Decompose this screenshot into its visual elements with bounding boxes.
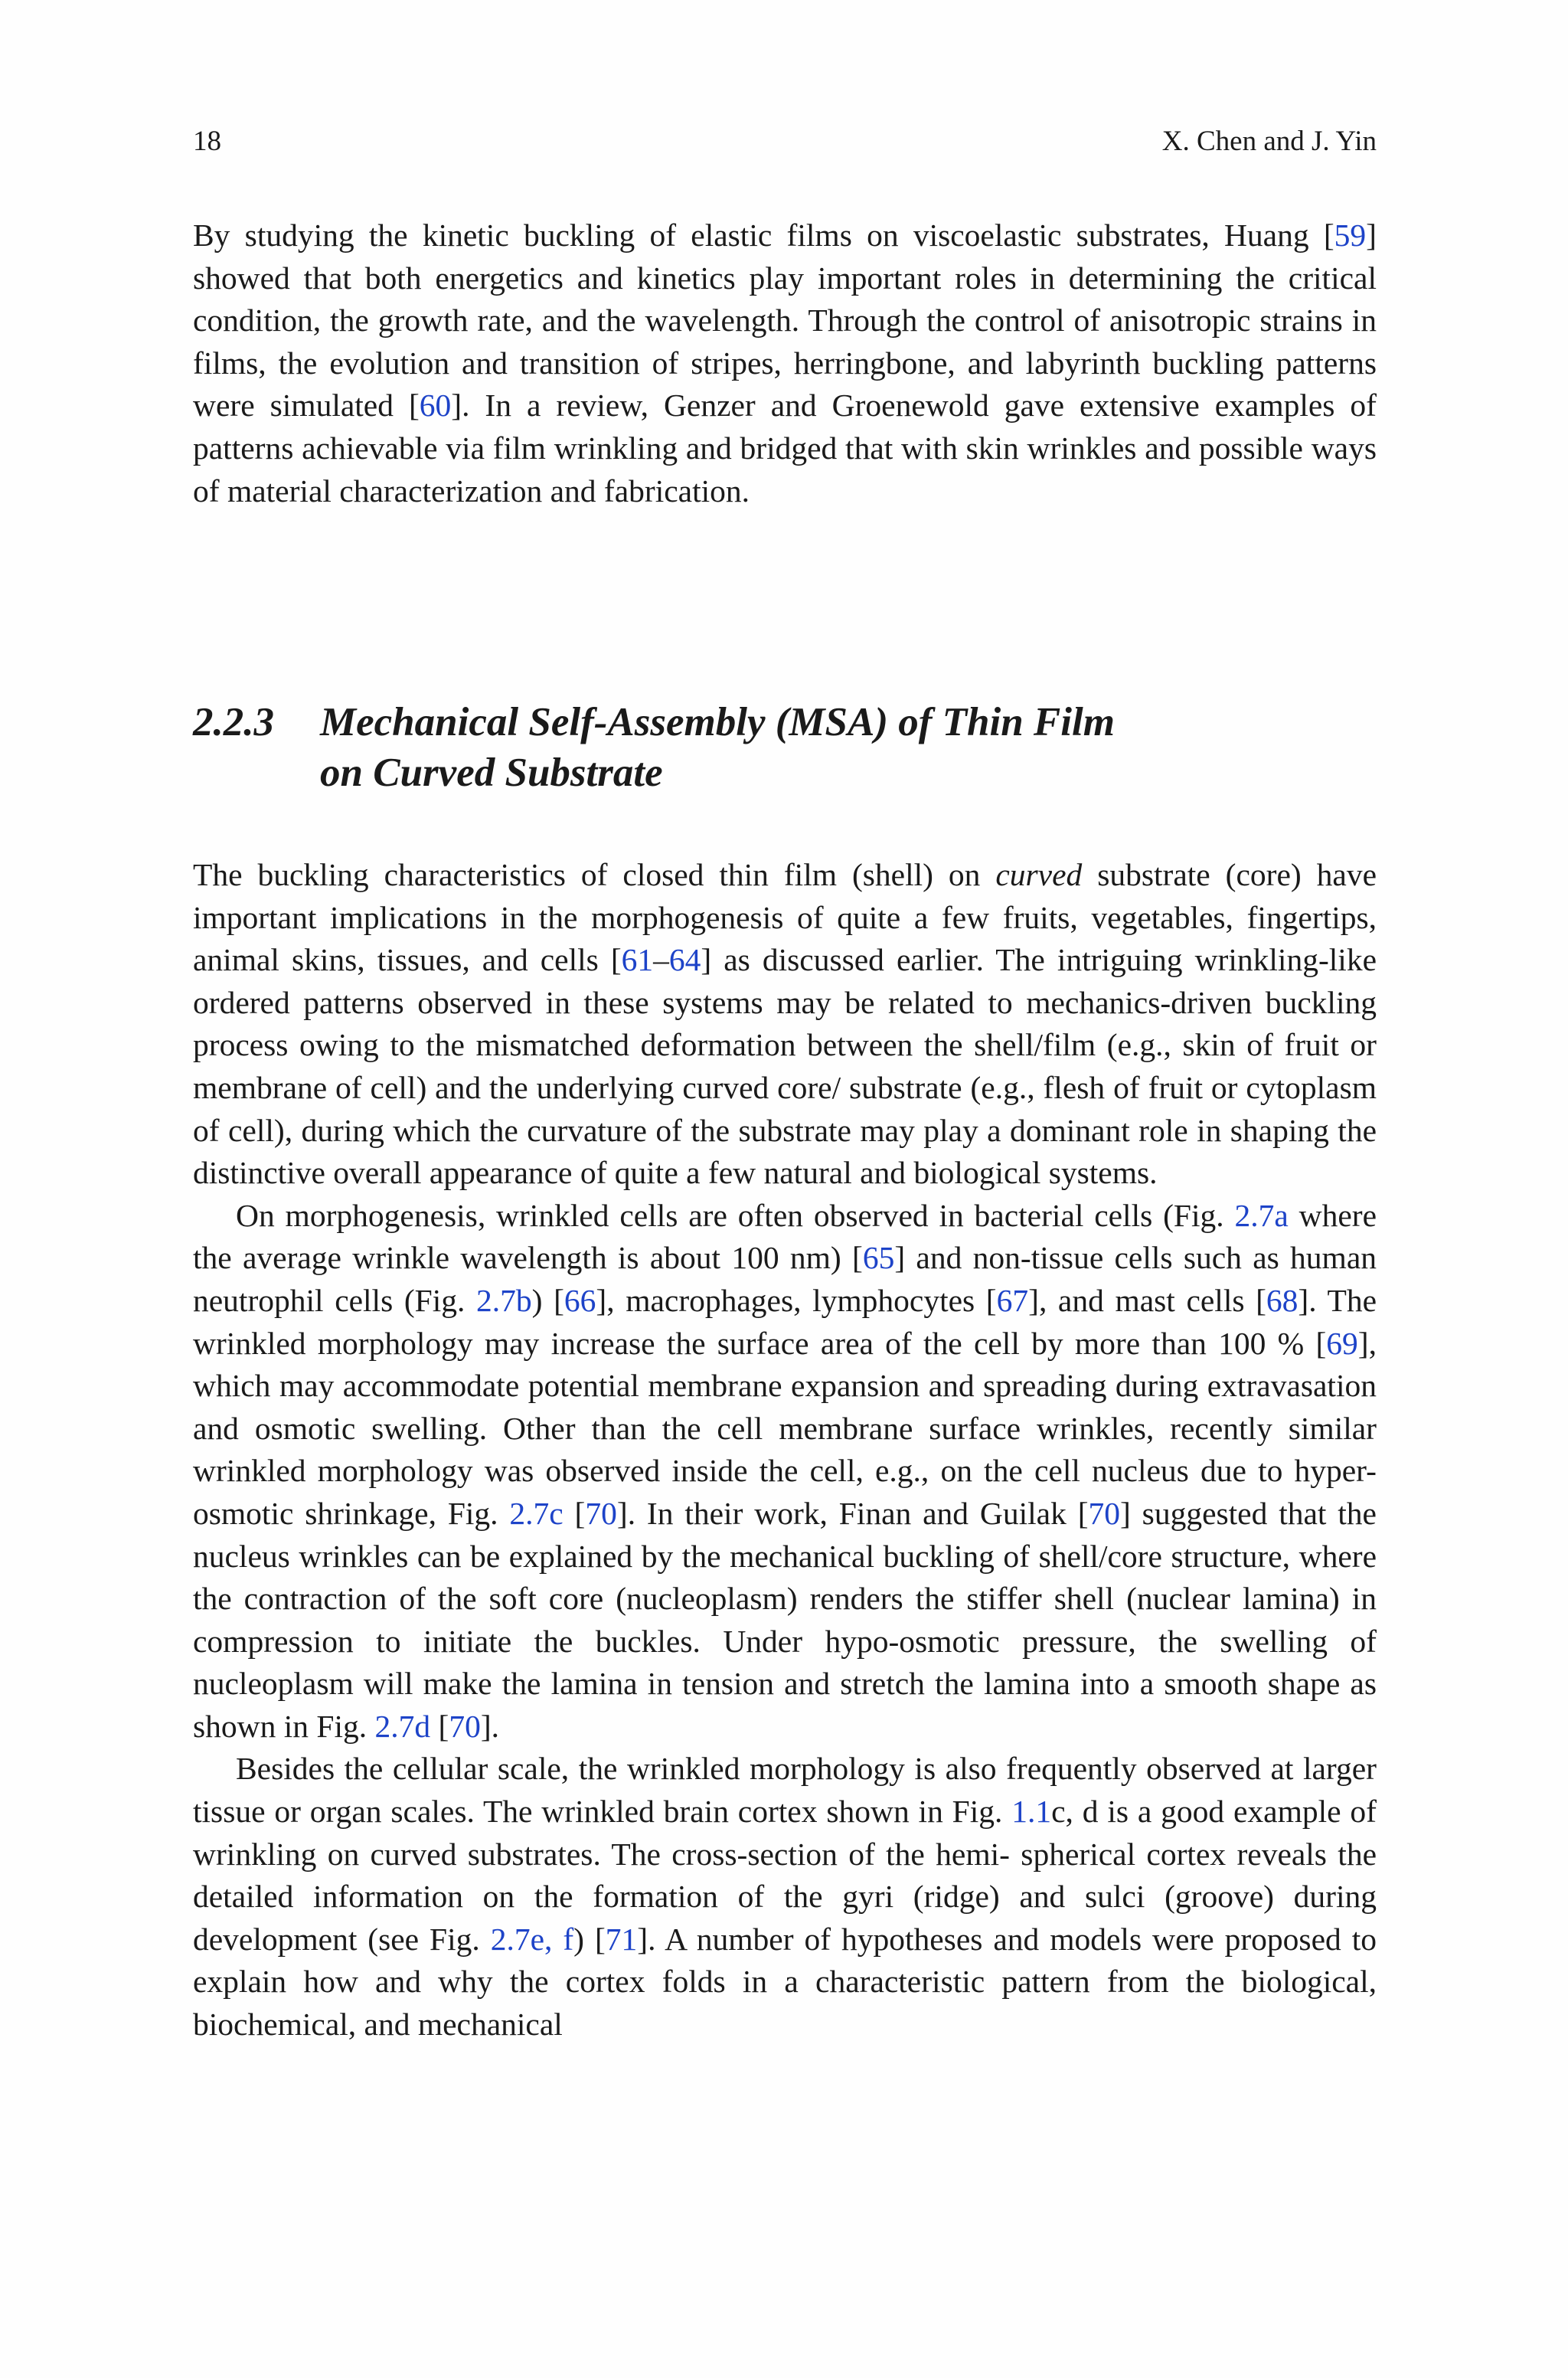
text-run: ].: [480, 1708, 500, 1744]
text-run: ]. In their work, Finan and Guilak [: [616, 1495, 1089, 1531]
figure-link[interactable]: 2.7e, f: [490, 1921, 574, 1957]
intro-block: [193, 214, 1377, 512]
text-run: [: [430, 1708, 449, 1744]
figure-link[interactable]: 2.7c: [509, 1495, 564, 1531]
section-title: [320, 697, 1377, 798]
text-run: –: [653, 942, 669, 978]
text-run: ] and non-tissue cells such as human neutrophil cells (Fig.: [193, 1240, 1377, 1318]
text-run: ) [: [573, 1921, 606, 1957]
figure-link[interactable]: 2.7a: [1234, 1197, 1289, 1233]
text-run: where the average wrinkle wavelength is about 100 nm) [: [193, 1197, 1377, 1276]
text-run: ], and mast cells [: [1028, 1282, 1266, 1318]
text-run: By studying the kinetic buckling of elastic films on viscoelastic substrates, Huang [: [193, 218, 1334, 253]
text-run: ] suggested that the nucleus wrinkles can be explained by the mechanical buckling of shell/core structure, where the contraction of the soft core (nucleoplasm) renders the stiffer shell (nuclear lamina) in compression to initiate the buckles. Under hypo-osmotic pressure, the swelling of nucleoplasm will make the lamina in tension and stretch the lamina into a smooth shape as shown in Fig.: [193, 1495, 1377, 1744]
reference-link[interactable]: 67: [996, 1282, 1029, 1318]
section-number: 2.2.3: [193, 700, 274, 744]
text-run: ]. A number of hypotheses and models were proposed to explain how and why the cortex folds in a characteristic pattern from the biological, biochemical, and mechanical: [193, 1921, 1377, 2043]
reference-link[interactable]: 70: [585, 1495, 617, 1531]
text-run: ] showed that both energetics and kinetics play important roles in determining the critical condition, the growth rate, and the wavelength. Through the control of anisotropic strains in films, the evolution and transition of stripes, herringbone, and labyrinth buckling patterns were simulated [: [193, 218, 1377, 424]
paragraph-curved-substrate: [193, 854, 1377, 1195]
paragraph-intro: [193, 214, 1377, 512]
section-title-line-2: on Curved Substrate: [320, 751, 663, 795]
figure-link[interactable]: 2.7b: [476, 1282, 532, 1318]
section-body: [193, 854, 1377, 2046]
text-run: substrate (core) have important implications in the morphogenesis of quite a few fruits, vegetables, fingertips, animal skins, tissues, and cells [: [193, 857, 1377, 978]
reference-link[interactable]: 66: [564, 1282, 596, 1318]
section-title-line-1: Mechanical Self-Assembly (MSA) of Thin Film: [320, 700, 1115, 744]
reference-link[interactable]: 59: [1334, 218, 1367, 253]
text-run: [: [563, 1495, 586, 1531]
text-run: ] as discussed earlier. The intriguing wrinkling-like ordered patterns observed in these systems may be related to mechanics-driven buckling process owing to the mismatched deformation between the shell/film (e.g., skin of fruit or membrane of cell) and the underlying curved core/ substrate (e.g., flesh of fruit or cytoplasm of cell), during which the curvature of the substrate may play a dominant role in shaping the distinctive overall appearance of quite a few natural and biological systems.: [193, 942, 1377, 1191]
text-run: ], macrophages, lymphocytes [: [596, 1282, 997, 1318]
text-run: ]. In a review, Genzer and Groenewold gave extensive examples of patterns achievable via film wrinkling and bridged that with skin wrinkles and possible ways of material characterization and fabrication.: [193, 388, 1377, 509]
running-header: [193, 123, 1377, 161]
reference-link[interactable]: 60: [419, 388, 452, 424]
reference-link[interactable]: 61: [621, 942, 654, 978]
reference-link[interactable]: 64: [668, 942, 701, 978]
text-run: Besides the cellular scale, the wrinkled morphology is also frequently observed at larger tissue or organ scales. The wrinkled brain cortex shown in Fig.: [193, 1751, 1377, 1830]
reference-link[interactable]: 68: [1266, 1282, 1298, 1318]
reference-link[interactable]: 70: [1088, 1495, 1121, 1531]
reference-link[interactable]: 71: [605, 1921, 638, 1957]
paragraph-tissue-scale: [193, 1748, 1377, 2046]
running-header-authors: X. Chen and J. Yin: [1161, 126, 1377, 157]
reference-link[interactable]: 70: [449, 1708, 481, 1744]
text-run: ]. The wrinkled morphology may increase the surface area of the cell by more than 100 % [: [193, 1282, 1377, 1361]
figure-link[interactable]: 2.7d: [374, 1708, 431, 1744]
text-run: The buckling characteristics of closed thin film (shell) on: [193, 857, 996, 892]
reference-link[interactable]: 69: [1326, 1325, 1358, 1361]
text-run: c, d is a good example of wrinkling on curved substrates. The cross-section of the hemi- spherical cortex reveals the detailed information on the formation of the gyri (ridge) and sulci (groove) during development (see Fig.: [193, 1794, 1377, 1957]
paragraph-morphogenesis: [193, 1195, 1377, 1748]
text-run: On morphogenesis, wrinkled cells are often observed in bacterial cells (Fig.: [236, 1197, 1235, 1233]
page-number: 18: [193, 126, 221, 157]
text-run: ) [: [531, 1282, 564, 1318]
figure-link[interactable]: 1.1: [1011, 1794, 1052, 1830]
text-run: ], which may accommodate potential membrane expansion and spreading during extravasation and osmotic swelling. Other than the cell membrane surface wrinkles, recently similar wrinkled morphology was observed inside the cell, e.g., on the cell nucleus due to hyper-osmotic shrinkage, Fig.: [193, 1325, 1377, 1531]
emphasis-text: curved: [995, 857, 1083, 892]
reference-link[interactable]: 65: [862, 1240, 895, 1276]
